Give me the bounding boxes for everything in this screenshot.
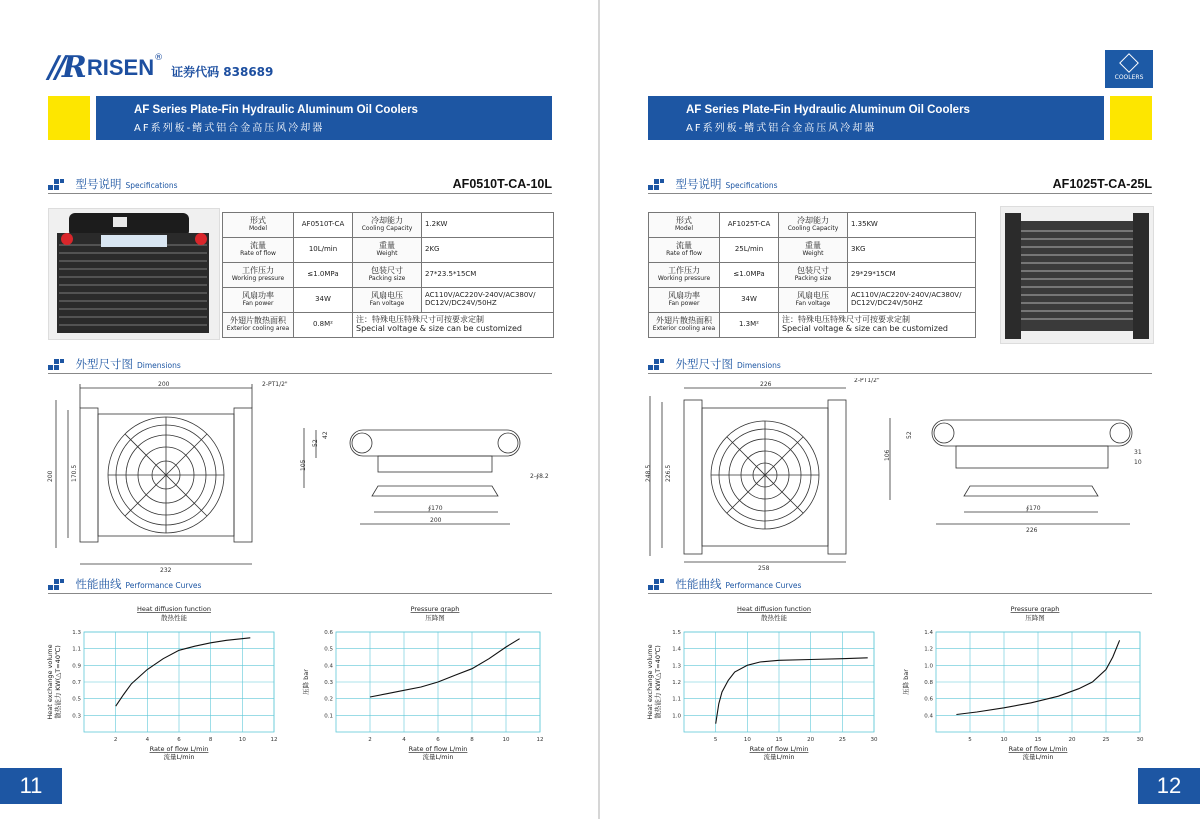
- section-perf-right: [648, 576, 801, 592]
- x-tick-label: 2: [113, 737, 118, 743]
- spec-table-left: [222, 212, 554, 338]
- y-tick-label: 0.9: [72, 663, 81, 670]
- dimension-drawing-left: [44, 378, 564, 574]
- y-tick-label: 0.7: [72, 680, 81, 686]
- chart-pressure-af0510: [300, 600, 550, 760]
- dim-label: 10: [1134, 459, 1142, 466]
- y-axis-label-cn: 散热能力 KW(△T=40℃): [54, 645, 62, 719]
- cell-label-cn: 重量: [805, 241, 821, 251]
- table-row: [223, 288, 554, 313]
- cell-value: 1.2KW: [422, 213, 554, 238]
- cell-value: 0.8M²: [294, 313, 353, 338]
- note-cn: 注：特殊电压特殊尺寸可按要求定制: [782, 315, 910, 325]
- x-axis-label: Rate of flow L/min: [1008, 745, 1068, 753]
- cell-label-en: Rate of flow: [240, 250, 276, 258]
- cell-label-cn: 重量: [379, 241, 395, 251]
- x-axis-label-cn: 流量L/min: [1022, 753, 1054, 760]
- banner-left: [96, 96, 552, 140]
- x-tick-label: 10: [1000, 737, 1008, 743]
- cell-label-en: Fan voltage: [795, 300, 831, 308]
- dim-label: 170.5: [71, 464, 78, 482]
- x-tick-label: 4: [145, 737, 150, 743]
- y-tick-label: 0.6: [324, 630, 333, 636]
- x-tick-label: 5: [968, 737, 972, 743]
- dim-label: 2-PT1/2": [262, 381, 288, 388]
- table-row: [223, 213, 554, 238]
- section-squares-icon: [648, 359, 666, 371]
- dim-label: 200: [158, 381, 170, 388]
- banner-title-cn: AF系列板-鳍式铝合金高压风冷却器: [686, 123, 877, 134]
- x-tick-label: 8: [470, 737, 474, 743]
- table-row: [223, 313, 554, 338]
- y-tick-label: 0.3: [72, 713, 81, 720]
- section-rule: [48, 193, 552, 194]
- section-title-cn: 性能曲线: [75, 577, 122, 591]
- page-number-right: 12: [1138, 768, 1200, 804]
- section-title-en: Dimensions: [737, 361, 781, 370]
- chart-subtitle: 压降图: [425, 614, 445, 622]
- y-tick-label: 0.8: [924, 680, 933, 686]
- cell-value: AC110V/AC220V-240V/AC380V/ DC12V/DC24V/50HZ: [848, 288, 976, 313]
- x-axis-label: Rate of flow L/min: [149, 745, 209, 753]
- x-tick-label: 5: [713, 737, 718, 743]
- section-title-en: Specifications: [125, 181, 178, 190]
- cell-label-en: Exterior cooling area: [226, 325, 290, 333]
- cell-label-cn: 风扇电压: [371, 291, 403, 301]
- cell-value: 27*23.5*15CM: [422, 263, 554, 288]
- section-rule: [648, 593, 1152, 594]
- banner-title-cn: AF系列板-鳍式铝合金高压风冷却器: [134, 123, 325, 134]
- cell-label-cn: 外翅片散热面积: [656, 316, 712, 326]
- x-tick-label: 6: [436, 737, 440, 743]
- table-row: [649, 213, 976, 238]
- chart-title: Pressure graph: [1010, 605, 1060, 613]
- x-tick-label: 30: [1136, 737, 1144, 743]
- series-line: [370, 639, 520, 697]
- section-title-cn: 外型尺寸图: [675, 357, 733, 371]
- banner-accent: [48, 96, 90, 140]
- series-line: [116, 638, 251, 706]
- dim-label: 106: [884, 449, 891, 461]
- section-squares-icon: [648, 179, 666, 191]
- section-rule: [48, 373, 552, 374]
- dim-label: 248.5: [645, 464, 652, 482]
- table-row: [649, 313, 976, 338]
- x-tick-label: 20: [807, 737, 815, 743]
- y-tick-label: 1.3: [672, 663, 681, 670]
- x-axis-label-cn: 流量L/min: [422, 753, 454, 760]
- x-tick-label: 15: [775, 737, 783, 743]
- dim-label: 226.5: [665, 464, 672, 482]
- cell-label-cn: 形式: [250, 216, 266, 226]
- x-tick-label: 10: [743, 737, 751, 743]
- cell-label-en: Packing size: [794, 275, 832, 283]
- cell-value: 29*29*15CM: [848, 263, 976, 288]
- spec-table-right: [648, 212, 976, 338]
- cell-label-en: Fan power: [668, 300, 700, 308]
- logo-brand: RISEN: [86, 54, 155, 80]
- y-tick-label: 0.4: [924, 713, 933, 720]
- product-photo-af1025: [1000, 206, 1154, 344]
- product-photo-af0510: [48, 208, 220, 340]
- note-en: Special voltage & size can be customized: [356, 324, 522, 333]
- cell-label-en: Packing size: [368, 275, 406, 283]
- cell-label-cn: 冷却能力: [371, 216, 403, 226]
- logo-mark-icon: //R: [48, 50, 83, 85]
- x-tick-label: 20: [1068, 737, 1076, 743]
- section-title-en: Dimensions: [137, 361, 181, 370]
- x-axis-label-cn: 流量L/min: [163, 753, 195, 760]
- dimension-drawing-right: [640, 378, 1160, 574]
- cell-label-en: Fan power: [242, 300, 274, 308]
- section-title-en: Performance Curves: [725, 581, 802, 590]
- x-axis-label: Rate of flow L/min: [749, 745, 809, 753]
- section-dim-left: [48, 356, 181, 372]
- cell-label-en: Rate of flow: [666, 250, 702, 258]
- y-tick-label: 0.1: [324, 713, 333, 720]
- chart-subtitle: 散热性能: [761, 614, 787, 622]
- cell-label-en: Exterior cooling area: [652, 325, 716, 333]
- cell-label-en: Weight: [376, 250, 398, 258]
- cell-label-cn: 工作压力: [242, 266, 274, 276]
- cell-value: AF0510T-CA: [294, 213, 353, 238]
- x-tick-label: 12: [536, 737, 544, 743]
- y-tick-label: 0.6: [924, 696, 933, 703]
- section-rule: [648, 193, 1152, 194]
- cell-label-cn: 外翅片散热面积: [230, 316, 286, 326]
- dim-label: 31: [1134, 449, 1142, 456]
- section-title-cn: 性能曲线: [675, 577, 722, 591]
- note-cn: 注：特殊电压特殊尺寸可按要求定制: [356, 315, 484, 325]
- x-tick-label: 30: [870, 737, 878, 743]
- section-squares-icon: [648, 579, 666, 591]
- x-axis-label: Rate of flow L/min: [408, 745, 468, 753]
- section-rule: [48, 593, 552, 594]
- dim-label: 105: [300, 459, 307, 471]
- dim-label: 52: [906, 431, 913, 439]
- x-tick-label: 10: [238, 737, 246, 743]
- section-title-en: Specifications: [725, 181, 778, 190]
- badge-label: COOLERS: [1114, 74, 1144, 81]
- table-row: [223, 238, 554, 263]
- section-spec-right: [648, 176, 778, 192]
- banner-accent: [1110, 96, 1152, 140]
- table-row: [223, 263, 554, 288]
- cell-label-cn: 流量: [250, 241, 266, 251]
- cell-label-cn: 流量: [676, 241, 692, 251]
- cell-label-en: Cooling Capacity: [361, 225, 413, 233]
- cell-label-en: Fan voltage: [369, 300, 405, 308]
- cell-label-en: Working pressure: [657, 275, 711, 283]
- cell-value: 34W: [294, 288, 353, 313]
- y-tick-label: 1.4: [672, 646, 681, 653]
- y-tick-label: 0.5: [324, 646, 333, 653]
- y-axis-label: Heat exchange volume: [646, 644, 654, 720]
- dim-label: ∮170: [428, 505, 443, 512]
- cell-value: 10L/min: [294, 238, 353, 263]
- stock-code: 证券代码 838689: [171, 65, 274, 79]
- cell-value: ≤1.0MPa: [720, 263, 779, 288]
- y-tick-label: 0.5: [72, 696, 81, 703]
- chart-heat-af1025: [644, 600, 884, 760]
- dim-label: 2-∮8.2: [530, 473, 549, 480]
- chart-title: Heat diffusion function: [137, 605, 211, 613]
- dim-label: 2-PT1/2": [854, 378, 880, 384]
- dim-label: 232: [160, 567, 172, 574]
- cell-value: 2KG: [422, 238, 554, 263]
- model-number: AF1025T-CA-25L: [1052, 177, 1152, 191]
- section-title-cn: 型号说明: [675, 177, 722, 191]
- x-tick-label: 4: [402, 737, 406, 743]
- cell-value: 25L/min: [720, 238, 779, 263]
- dim-label: ∮170: [1026, 505, 1041, 512]
- cell-label-cn: 风扇电压: [797, 291, 829, 301]
- y-tick-label: 0.3: [324, 680, 333, 686]
- y-tick-label: 1.5: [672, 630, 681, 636]
- chart-title: Heat diffusion function: [737, 605, 811, 613]
- cell-label-en: Model: [248, 225, 267, 233]
- x-tick-label: 2: [368, 737, 372, 743]
- y-tick-label: 1.1: [672, 696, 681, 703]
- cell-label-cn: 风扇功率: [668, 291, 700, 301]
- section-spec-left: [48, 176, 178, 192]
- note-en: Special voltage & size can be customized: [782, 324, 948, 333]
- section-squares-icon: [48, 579, 66, 591]
- y-tick-label: 0.2: [324, 696, 333, 703]
- cell-value: 3KG: [848, 238, 976, 263]
- banner-right: [648, 96, 1104, 140]
- dim-label: 226: [1026, 527, 1038, 534]
- table-row: [649, 288, 976, 313]
- dim-label: 200: [430, 517, 442, 524]
- dim-label: 226: [760, 381, 772, 388]
- cell-value: 1.35KW: [848, 213, 976, 238]
- cell-value: 34W: [720, 288, 779, 313]
- cell-value: ≤1.0MPa: [294, 263, 353, 288]
- section-title-cn: 型号说明: [75, 177, 122, 191]
- section-rule: [648, 373, 1152, 374]
- y-tick-label: 0.4: [324, 663, 333, 670]
- company-logo: [48, 50, 273, 85]
- cell-value: AF1025T-CA: [720, 213, 779, 238]
- y-tick-label: 1.3: [72, 630, 81, 636]
- y-axis-label: Heat exchange volume: [46, 644, 54, 720]
- cell-label-en: Working pressure: [231, 275, 285, 283]
- x-tick-label: 6: [177, 737, 181, 743]
- section-dim-right: [648, 356, 781, 372]
- y-axis-label-cn: 散热能力 KW(△T=40℃): [654, 645, 662, 719]
- cell-label-cn: 形式: [676, 216, 692, 226]
- table-row: [649, 238, 976, 263]
- dim-label: 42: [322, 431, 329, 439]
- cell-label-cn: 包装尺寸: [371, 266, 403, 276]
- x-tick-label: 15: [1034, 737, 1042, 743]
- chart-pressure-af1025: [900, 600, 1150, 760]
- section-perf-left: [48, 576, 201, 592]
- model-number: AF0510T-CA-10L: [452, 177, 552, 191]
- cell-label-en: Cooling Capacity: [787, 225, 839, 233]
- cell-label-cn: 冷却能力: [797, 216, 829, 226]
- banner-title-en: AF Series Plate-Fin Hydraulic Aluminum Oil Coolers: [134, 104, 418, 116]
- chart-title: Pressure graph: [410, 605, 460, 613]
- x-tick-label: 12: [270, 737, 278, 743]
- table-row: [649, 263, 976, 288]
- x-tick-label: 10: [502, 737, 510, 743]
- y-tick-label: 1.2: [924, 646, 933, 653]
- y-tick-label: 1.0: [672, 713, 681, 720]
- x-tick-label: 25: [1102, 737, 1110, 743]
- x-tick-label: 25: [838, 737, 846, 743]
- y-axis-label: 压降 bar: [902, 669, 910, 695]
- x-axis-label-cn: 流量L/min: [763, 753, 795, 760]
- dim-label: 258: [758, 565, 770, 572]
- cell-label-cn: 风扇功率: [242, 291, 274, 301]
- y-tick-label: 1.0: [924, 663, 933, 670]
- x-tick-label: 8: [208, 737, 213, 743]
- section-squares-icon: [48, 179, 66, 191]
- section-squares-icon: [48, 359, 66, 371]
- chart-heat-af0510: [44, 600, 284, 760]
- logo-registered: ®: [154, 52, 164, 63]
- cell-label-cn: 工作压力: [668, 266, 700, 276]
- book-spine: [598, 0, 600, 819]
- y-tick-label: 1.1: [72, 646, 81, 653]
- series-line: [716, 658, 868, 724]
- cell-value: AC110V/AC220V-240V/AC380V/ DC12V/DC24V/50HZ: [422, 288, 554, 313]
- chart-subtitle: 压降图: [1025, 614, 1045, 622]
- cell-label-en: Model: [674, 225, 693, 233]
- cell-value: 1.3M²: [720, 313, 779, 338]
- section-title-en: Performance Curves: [125, 581, 202, 590]
- dim-label: 200: [47, 470, 54, 482]
- cell-label-en: Weight: [802, 250, 824, 258]
- section-title-cn: 外型尺寸图: [75, 357, 133, 371]
- y-tick-label: 1.4: [924, 630, 933, 636]
- cell-label-cn: 包装尺寸: [797, 266, 829, 276]
- dim-label: 52: [312, 439, 319, 447]
- y-axis-label: 压降 bar: [302, 669, 310, 695]
- banner-title-en: AF Series Plate-Fin Hydraulic Aluminum Oil Coolers: [686, 104, 970, 116]
- diamond-icon: [1119, 53, 1139, 73]
- page-number-left: 11: [0, 768, 62, 804]
- chart-subtitle: 散热性能: [161, 614, 187, 622]
- coolers-badge: [1105, 50, 1153, 88]
- y-tick-label: 1.2: [672, 680, 681, 686]
